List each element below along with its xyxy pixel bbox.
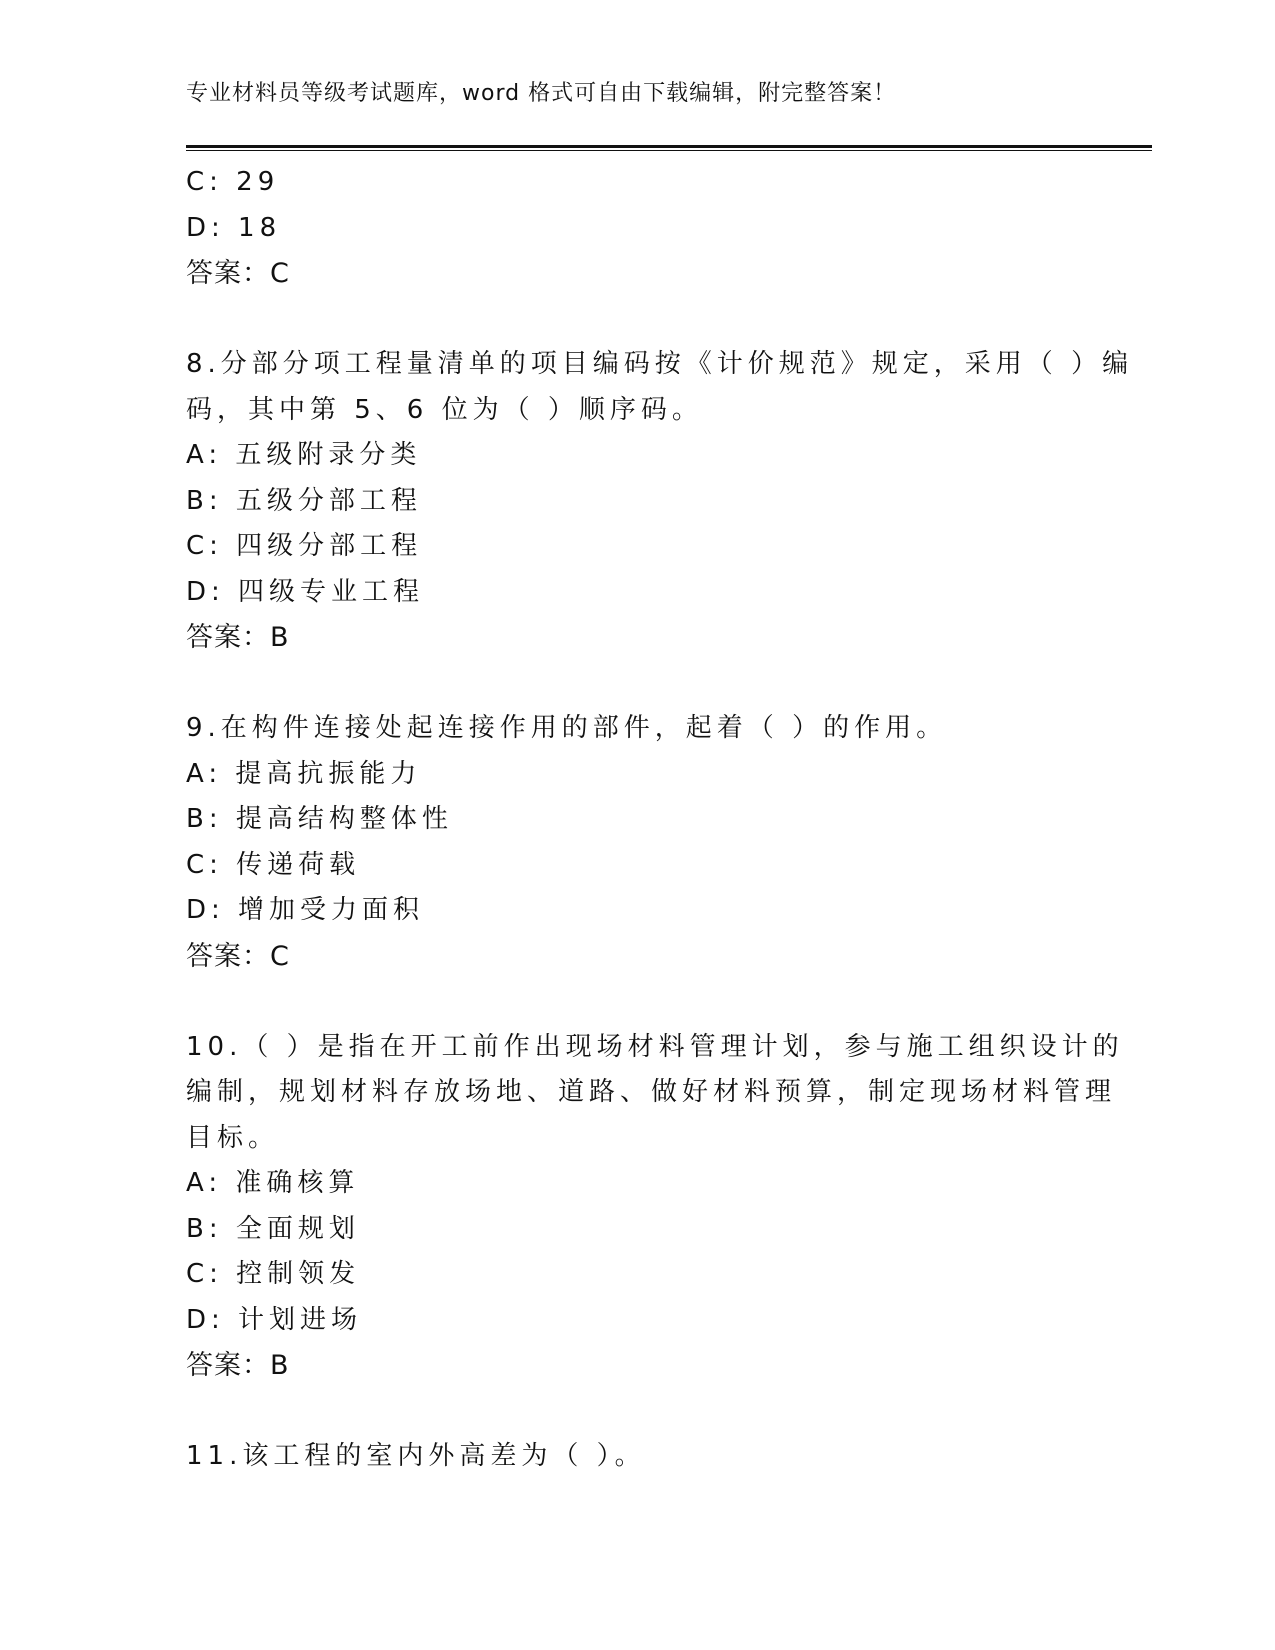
option-c: C: 传递荷载 [186, 849, 361, 880]
option-a: A: 准确核算 [186, 1168, 360, 1198]
question-7-continued [186, 160, 1086, 297]
header-divider-thin [186, 150, 1152, 151]
option-c: C: 控制领发 [186, 1259, 361, 1289]
question-10 [186, 1025, 1124, 1389]
option-b: B: 提高结构整体性 [186, 804, 453, 834]
option-b: B: 全面规划 [186, 1213, 360, 1244]
header-divider [186, 145, 1152, 148]
option-c: C: 四级分部工程 [186, 531, 423, 561]
option-b: B: 五级分部工程 [186, 485, 422, 516]
document-header: 专业材料员等级考试题库，word 格式可自由下载编辑，附完整答案！ [186, 81, 897, 106]
spacer [186, 979, 1086, 1025]
option-d: D: 四级专业工程 [186, 576, 425, 607]
question-stem: 10.（ ）是指在开工前作出现场材料管理计划，参与施工组织设计的 [186, 1031, 1124, 1062]
option-d: D: 计划进场 [186, 1304, 363, 1335]
option-a: A: 五级附录分类 [186, 440, 422, 470]
question-stem: 目标。 [186, 1122, 280, 1153]
answer-line: 答案：B [186, 1350, 290, 1381]
question-stem: 9.在构件连接处起连接作用的部件，起着（ ）的作用。 [186, 713, 948, 743]
option-c: C: 29 [186, 167, 280, 197]
option-d: D: 增加受力面积 [186, 895, 425, 925]
question-stem: 编制，规划材料存放场地、道路、做好材料预算，制定现场材料管理 [186, 1077, 1117, 1107]
spacer [186, 661, 1086, 707]
answer-line: 答案：C [186, 258, 290, 289]
question-list [186, 160, 1134, 1480]
question-8 [186, 342, 1134, 661]
answer-line: 答案：B [186, 622, 290, 653]
question-stem: 11.该工程的室内外高差为（ ）。 [186, 1441, 646, 1471]
question-9 [186, 706, 1086, 979]
spacer [186, 297, 1086, 343]
spacer [186, 1389, 1086, 1435]
question-11 [186, 1434, 1086, 1480]
option-d: D: 18 [186, 212, 282, 243]
question-stem: 8.分部分项工程量清单的项目编码按《计价规范》规定，采用（ ）编 [186, 349, 1134, 379]
answer-line: 答案：C [186, 940, 290, 972]
question-stem: 码，其中第 5、6 位为（ ）顺序码。 [186, 394, 703, 425]
option-a: A: 提高抗振能力 [186, 758, 422, 789]
